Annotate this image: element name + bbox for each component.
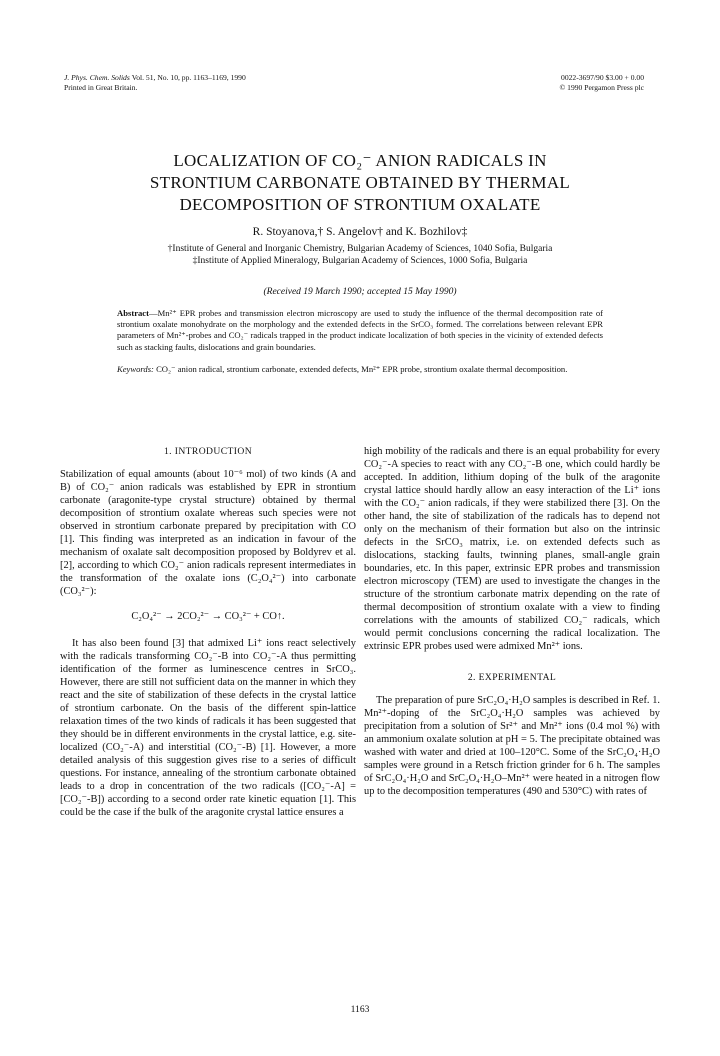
running-header-left (64, 73, 246, 93)
section-heading-introduction: 1. INTRODUCTION (163, 446, 253, 457)
title-line-2: STRONTIUM CARBONATE OBTAINED BY THERMAL (149, 173, 571, 192)
abstract (117, 308, 603, 353)
intro-paragraph-2: It has also been found [3] that admixed Li⁺ ions react selectively with the radicals transforming CO₂⁻-B into CO₂⁻-A thus permitting identification of the former as luminescence centres in SrCO₃. However, there are still not sufficient data on the manner in which they react and the site of stabilization of these defects in the crystal lattice of strontium carbonate. On the basis of the different spin-lattice relaxation times of the two kinds of radicals it has been suggested that they should be in different environments in the crystal lattice, e.g. site-localized (CO₂⁻-A) and interstitial (CO₂⁻-B) [1]. However, a more detailed analysis of this suggestion gives rise to a series of difficult questions. For instance, annealing of the strontium carbonate obtained leads to a drop in concentration of the two radicals ([CO₂⁻-A] = [CO₂⁻-B]) according to a second order rate kinetic equation [1]. This could be the case if the bulk of the aragonite crystal lattice ensures a (60, 638, 356, 818)
title-line-3: DECOMPOSITION OF STRONTIUM OXALATE (179, 195, 541, 214)
copyright-notice: © 1990 Pergamon Press plc (559, 83, 644, 92)
intro-paragraph-3: high mobility of the radicals and there is an equal probability for every CO₂⁻-A species to react with any CO₂⁻-B one, which could hardly be accepted. In addition, lithium doping of the bulk of the aragonite crystal lattice should hardly allow an easy interaction of the Li⁺ ions with the CO₂⁻ anion radicals, if they were stabilized there [3]. On the other hand, the site of stabilization of the radicals has to depend not only on the mechanism of their formation but also on the intrinsic defects in the SrCO₃ matrix, i.e. on extended defects such as dislocations, stacking faults, twinning planes, small-angle grain boundaries, etc. In this paper, extrinsic EPR probes and transmission electron microscopy (TEM) are used to investigate the changes in the structure of the strontium carbonate matrix depending on the rate of thermal decomposition of strontium oxalate with a view to finding correlations with the amounts of stabilized CO₂⁻ radicals, which would permit conclusions concerning the radical localization. The extrinsic EPR probes used were admixed Mn²⁺ ions. (364, 446, 660, 652)
keywords-text: CO₂⁻ anion radical, strontium carbonate, extended defects, Mn²⁺ EPR probe, strontium oxalate thermal decomposition. (153, 364, 568, 374)
page-number: 1163 (350, 1004, 370, 1015)
received-dates: (Received 19 March 1990; accepted 15 May 1990) (263, 287, 457, 297)
volume-info: Vol. 51, No. 10, pp. 1163–1169, 1990 (131, 73, 246, 82)
keywords (117, 364, 603, 375)
paper-title (60, 150, 660, 216)
affiliations (60, 243, 660, 267)
decomposition-equation: C₂O₄²⁻ → 2CO₂²⁻ → CO₃²⁻ + CO↑. (131, 611, 285, 622)
intro-paragraph-1: Stabilization of equal amounts (about 10⁻⁶ mol) of two kinds (A and B) of CO₂⁻ anion radicals was established by EPR in strontium carbonate (aragonite-type crystal structure) obtained by thermal decomposition of strontium oxalate whereas such species were not observed in strontium carbonate prepared by precipitation with CO [1]. This finding was interpreted as an indication in favour of the mechanism of oxalate salt decomposition proposed by Boldyrev et al. [2], according to which CO₂⁻ anion radicals represent intermediates in the transformation of the oxalate ions (C₂O₄²⁻) into carbonate (CO₃²⁻): (60, 469, 356, 597)
abstract-label: Abstract (117, 308, 149, 318)
right-column (364, 445, 660, 798)
running-header-right (559, 73, 644, 93)
abstract-text: —Mn²⁺ EPR probes and transmission electron microscopy are used to study the influence of the thermal decomposition rate of strontium oxalate monohydrate on the morphology and the extended defects in the SrCO₃ formed. The correlations between relevant EPR parameters of Mn²⁺-probes and CO₂⁻ radicals trapped in the product indicate localization of both species in the vicinity of extended defects such as stacking faults, dislocations and grain boundaries. (117, 308, 603, 352)
affiliation-2: ‡Institute of Applied Mineralogy, Bulgarian Academy of Sciences, 1000 Sofia, Bulgaria (192, 256, 528, 266)
journal-name: J. Phys. Chem. Solids (64, 73, 130, 82)
printed-note: Printed in Great Britain. (64, 83, 138, 92)
affiliation-1: †Institute of General and Inorganic Chemistry, Bulgarian Academy of Sciences, 1040 Sofia, Bulgaria (167, 244, 553, 254)
left-column (60, 445, 356, 819)
issn-price: 0022-3697/90 $3.00 + 0.00 (561, 73, 644, 82)
keywords-label: Keywords: (117, 364, 154, 374)
section-heading-experimental: 2. EXPERIMENTAL (467, 672, 557, 683)
author-list: R. Stoyanova,† S. Angelov† and K. Bozhilov‡ (252, 226, 468, 238)
experimental-paragraph-1: The preparation of pure SrC₂O₄·H₂O samples is described in Ref. 1. Mn²⁺-doping of the SrC₂O₄·H₂O samples was achieved by precipitation from a solution of Sr²⁺ and Mn²⁺ ions (0.4 mol %) with an ammonium oxalate solution at pH = 5. The precipitate obtained was washed with water and dried at 100–120°C. Some of the SrC₂O₄·H₂O samples were ground in a Retsch friction grinder for 6 h. The samples of SrC₂O₄·H₂O and SrC₂O₄·H₂O–Mn²⁺ were heated in a nitrogen flow up to the decomposition temperatures (490 and 530°C) with rates of (364, 695, 660, 797)
title-line-1: LOCALIZATION OF CO₂⁻ ANION RADICALS IN (173, 151, 547, 170)
